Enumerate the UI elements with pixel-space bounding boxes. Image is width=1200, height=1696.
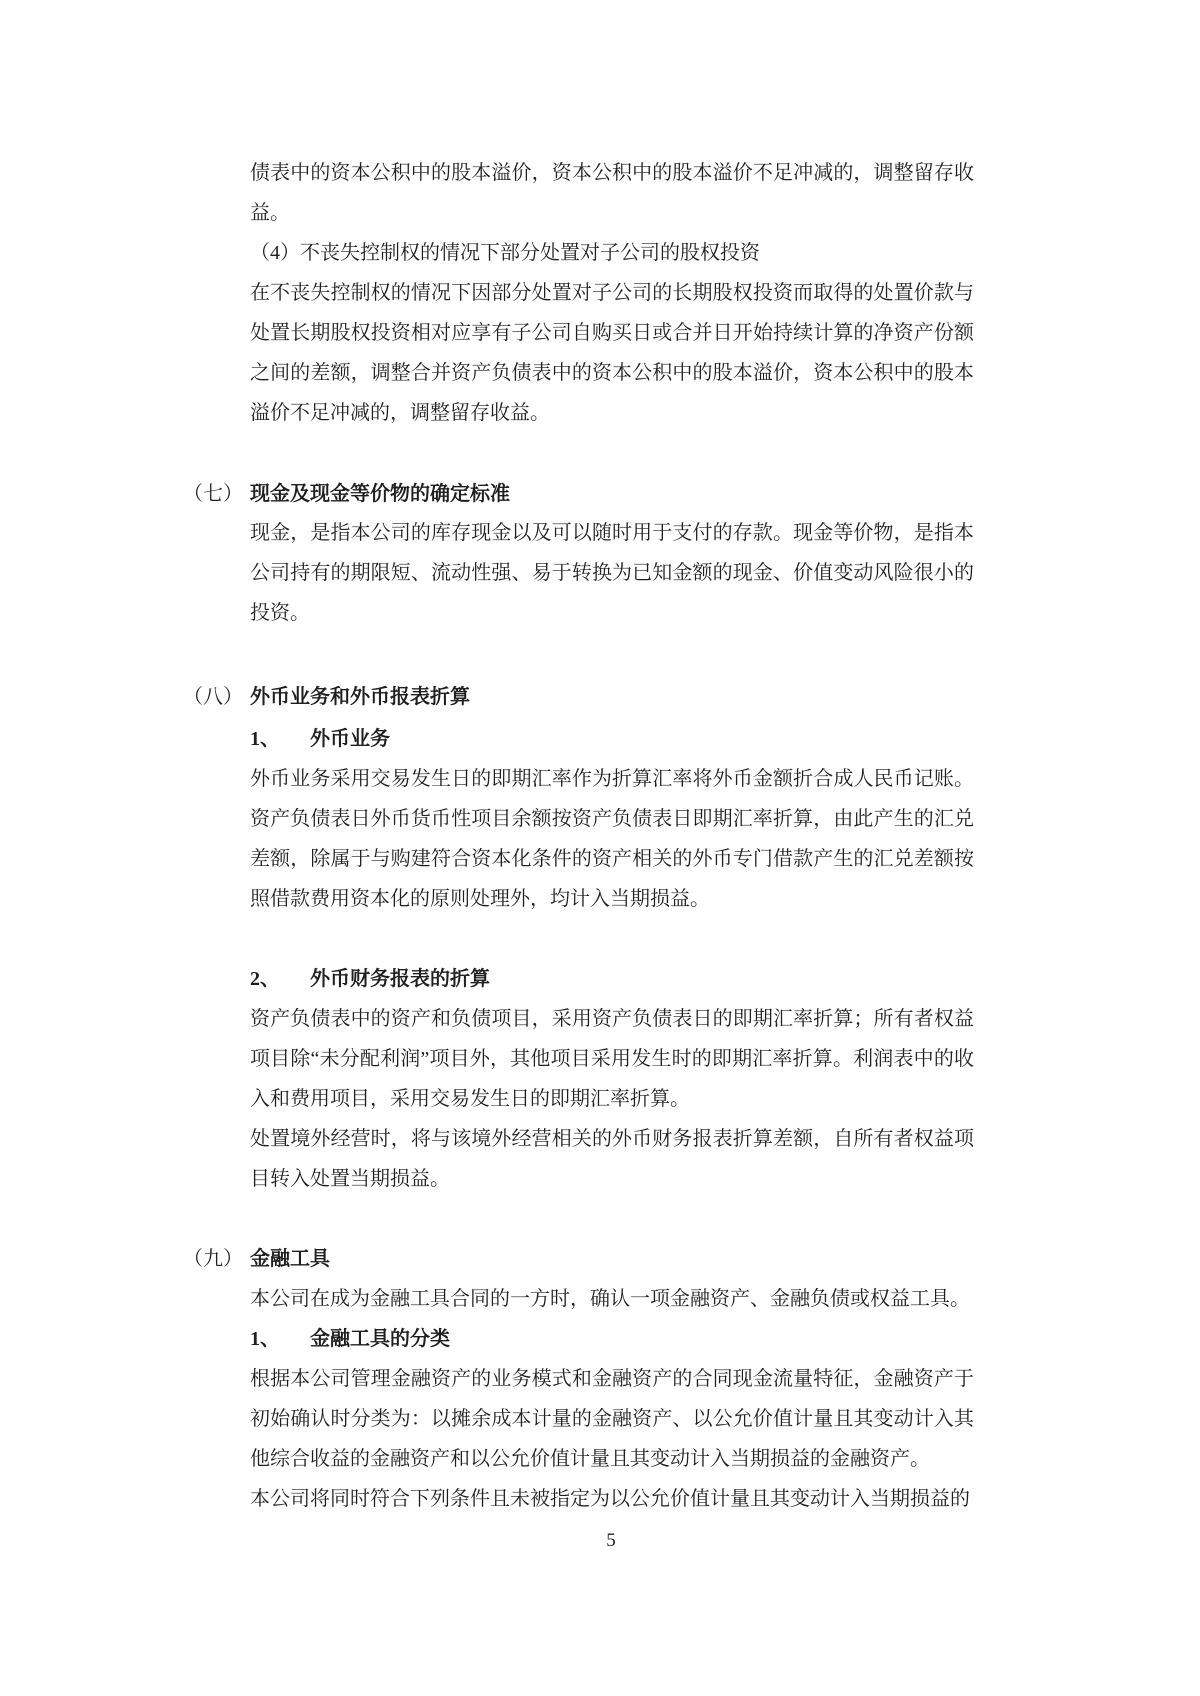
section-8-sub-1-body: 外币业务采用交易发生日的即期汇率作为折算汇率将外币金额折合成人民币记账。资产负债表日外币货币性项目余额按资产负债表日即期汇率折算，由此产生的汇兑差额，除属于与购建符合资本化条件的资产相关的外币专门借款产生的汇兑差额按照借款费用资本化的原则处理外，均计入当期损益。: [250, 768, 974, 910]
section-9-heading: [183, 1239, 983, 1279]
section-8-sub-2-body-2: 处置境外经营时，将与该境外经营相关的外币财务报表折算差额，自所有者权益项目转入处置当期损益。: [250, 1128, 974, 1190]
section-9-intro: 本公司在成为金融工具合同的一方时，确认一项金融资产、金融负债或权益工具。: [250, 1288, 970, 1310]
item-4-title: （4）不丧失控制权的情况下部分处置对子公司的股权投资: [250, 242, 760, 264]
section-8-sub-2-number: 2、: [250, 968, 280, 990]
section-8-title: 外币业务和外币报表折算: [250, 686, 470, 708]
item-4-body: 在不丧失控制权的情况下因部分处置对子公司的长期股权投资而取得的处置价款与处置长期股权投资相对应享有子公司自购买日或合并日开始持续计算的净资产份额之间的差额，调整合并资产负债表中的资本公积中的股本溢价，资本公积中的股本溢价不足冲减的，调整留存收益。: [250, 282, 974, 424]
section-9-sub-1-body-2: 本公司将同时符合下列条件且未被指定为以公允价值计量且其变动计入当期损益的: [250, 1488, 970, 1510]
section-8-sub-1-number: 1、: [250, 728, 280, 750]
section-9-sub-1-title: 金融工具的分类: [310, 1328, 450, 1350]
section-8-sub-1-title: 外币业务: [310, 728, 390, 750]
section-9-label: （九）: [183, 1248, 243, 1270]
section-7-title: 现金及现金等价物的确定标准: [250, 483, 510, 505]
section-7-body: 现金，是指本公司的库存现金以及可以随时用于支付的存款。现金等价物，是指本公司持有的期限短、流动性强、易于转换为已知金额的现金、价值变动风险很小的投资。: [250, 522, 974, 624]
section-7-label: （七）: [183, 483, 243, 505]
section-8-sub-2-body-1: 资产负债表中的资产和负债项目，采用资产负债表日的即期汇率折算；所有者权益项目除“未分配利润”项目外，其他项目采用发生时的即期汇率折算。利润表中的收入和费用项目，采用交易发生日的即期汇率折算。: [250, 1008, 974, 1110]
paragraph-capital-reserve-continued: 债表中的资本公积中的股本溢价，资本公积中的股本溢价不足冲减的，调整留存收益。: [250, 162, 974, 224]
section-8-sub-1-heading: [250, 719, 972, 759]
section-9-sub-1-heading: [250, 1319, 972, 1359]
section-9-title: 金融工具: [250, 1248, 330, 1270]
section-7-heading: [183, 474, 983, 514]
section-8-sub-2-title: 外币财务报表的折算: [310, 968, 490, 990]
page-number: 5: [606, 1530, 616, 1551]
section-9-sub-1-number: 1、: [250, 1328, 280, 1350]
section-8-heading: [183, 677, 983, 717]
section-8-label: （八）: [183, 686, 243, 708]
section-9-sub-1-body-1: 根据本公司管理金融资产的业务模式和金融资产的合同现金流量特征，金融资产于初始确认时分类为：以摊余成本计量的金融资产、以公允价值计量且其变动计入其他综合收益的金融资产和以公允价值计量且其变动计入当期损益的金融资产。: [250, 1368, 974, 1470]
section-8-sub-2-heading: [250, 959, 972, 999]
